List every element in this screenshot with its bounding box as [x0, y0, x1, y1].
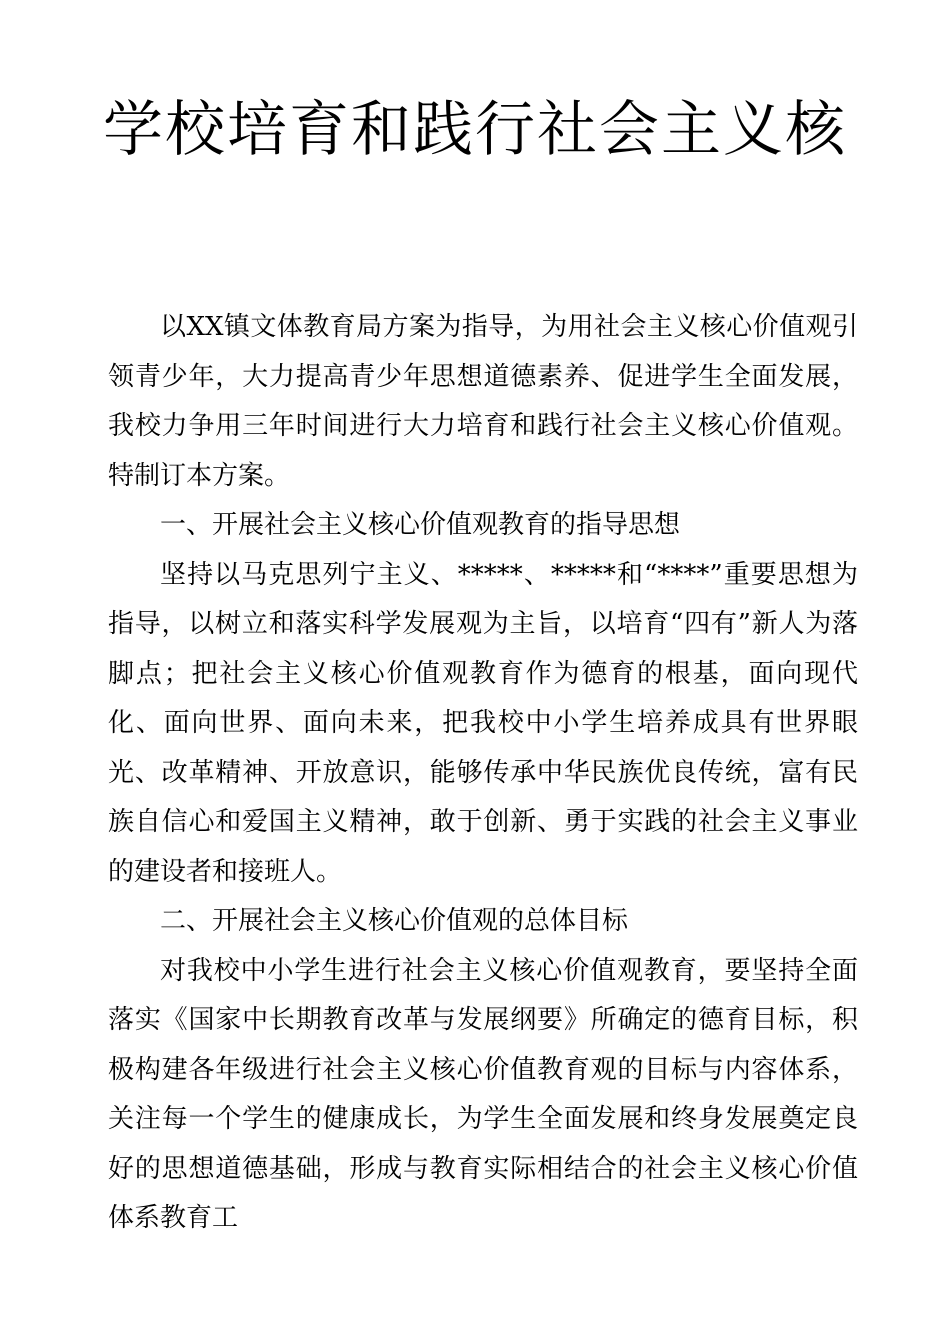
overall-goal-paragraph: 对我校中小学生进行社会主义核心价值观教育，要坚持全面落实《国家中长期教育改革与发展纲要》所确定的德育目标，积极构建各年级进行社会主义核心价值教育观的目标与内容体系，关注每一个学生的健康成长，为学生全面发展和终身发展奠定良好的思想道德基础，形成与教育实际相结合的社会主义核心价值体系教育工 [108, 955, 858, 1233]
intro-paragraph: 以XX镇文体教育局方案为指导，为用社会主义核心价值观引领青少年，大力提高青少年思想道德素养、促进学生全面发展，我校力争用三年时间进行大力培育和践行社会主义核心价值观。特制订本方案。 [108, 312, 858, 491]
section-heading-overall-goal: 二、开展社会主义核心价值观的总体目标 [160, 906, 629, 936]
document-body [108, 303, 858, 1244]
section-heading-guiding-ideology: 一、开展社会主义核心价值观教育的指导思想 [160, 510, 681, 540]
guiding-ideology-paragraph: 坚持以马克思列宁主义、*****、*****和“****”重要思想为指导，以树立和落实科学发展观为主旨，以培育“四有”新人为落脚点；把社会主义核心价值观教育作为德育的根基，面向现代化、面向世界、面向未来，把我校中小学生培养成具有世界眼光、改革精神、开放意识，能够传承中华民族优良传统，富有民族自信心和爱国主义精神，敢于创新、勇于实践的社会主义事业的建设者和接班人。 [108, 559, 858, 887]
document-title: 学校培育和践行社会主义核 [103, 95, 847, 165]
